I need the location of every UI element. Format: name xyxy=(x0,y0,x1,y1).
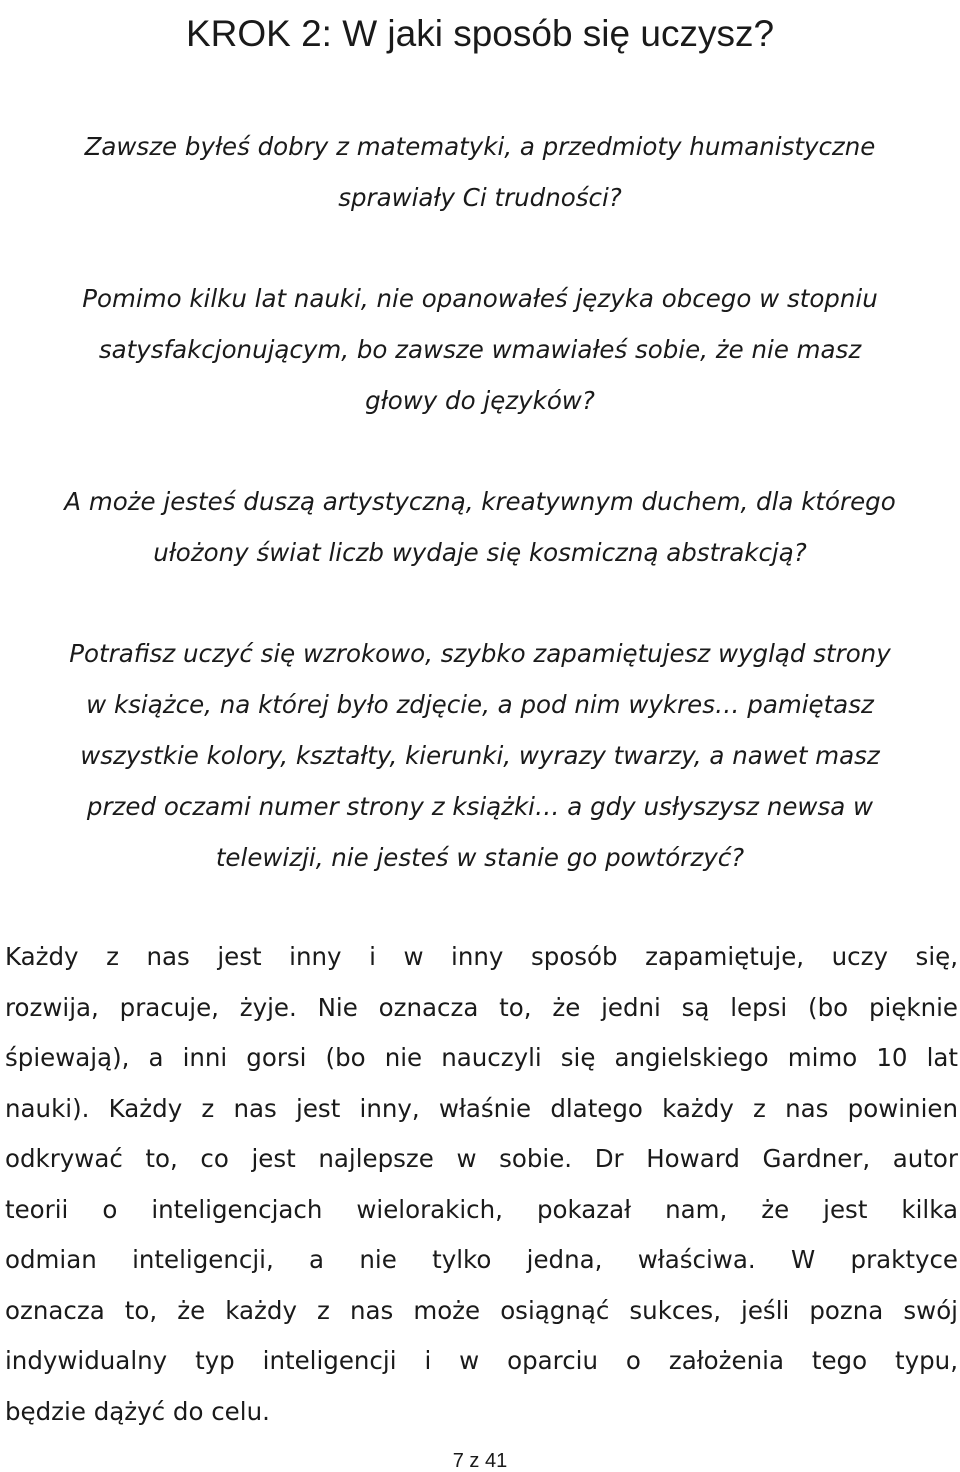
text-line: telewizji, nie jesteś w stanie go powtórzyć? xyxy=(215,843,745,872)
text-line: teorii o inteligencjach wielorakich, pokazał nam, że jest kilka xyxy=(5,1194,958,1224)
text-line: oznacza to, że każdy z nas może osiągnąć sukces, jeśli pozna swój xyxy=(5,1295,958,1325)
text-line: w książce, na której było zdjęcie, a pod nim wykres… pamiętasz xyxy=(86,690,874,719)
text-line: śpiewają), a inni gorsi (bo nie nauczyli się angielskiego mimo 10 lat xyxy=(5,1043,958,1072)
text-line: satysfakcjonującym, bo zawsze wmawiałeś sobie, że nie masz xyxy=(98,335,862,364)
page-heading: KROK 2: W jaki sposób się uczysz? xyxy=(185,13,775,54)
text-line: sprawiały Ci trudności? xyxy=(338,183,622,212)
body-paragraph xyxy=(5,932,958,1437)
question-paragraph xyxy=(0,476,960,578)
text-line: będzie dążyć do celu. xyxy=(5,1396,270,1426)
text-line: Pomimo kilku lat nauki, nie opanowałeś języka obcego w stopniu xyxy=(82,284,878,313)
question-paragraph xyxy=(0,121,960,223)
text-line: wszystkie kolory, kształty, kierunki, wyrazy twarzy, a nawet masz xyxy=(80,741,880,770)
text-line: nauki). Każdy z nas jest inny, właśnie dlatego każdy z nas powinien xyxy=(5,1093,958,1123)
text-line: Każdy z nas jest inny i w inny sposób zapamiętuje, uczy się, xyxy=(5,942,958,971)
text-line: głowy do języków? xyxy=(365,386,595,415)
page-number: 7 z 41 xyxy=(452,1450,508,1472)
text-line: odmian inteligencji, a nie tylko jedna, właściwa. W praktyce xyxy=(5,1245,958,1274)
text-line: odkrywać to, co jest najlepsze w sobie. Dr Howard Gardner, autor xyxy=(5,1144,958,1173)
text-line: A może jesteś duszą artystyczną, kreatywnym duchem, dla którego xyxy=(64,487,896,516)
question-paragraph xyxy=(0,273,960,426)
text-line: rozwija, pracuje, żyje. Nie oznacza to, że jedni są lepsi (bo pięknie xyxy=(5,992,958,1022)
text-line: ułożony świat liczb wydaje się kosmiczną abstrakcją? xyxy=(153,538,807,567)
question-paragraph xyxy=(0,628,960,883)
text-line: Zawsze byłeś dobry z matematyki, a przedmioty humanistyczne xyxy=(84,132,876,161)
text-line: Potrafisz uczyć się wzrokowo, szybko zapamiętujesz wygląd strony xyxy=(69,639,891,668)
text-line: indywidualny typ inteligencji i w oparciu o założenia tego typu, xyxy=(5,1346,958,1375)
text-line: przed oczami numer strony z książki… a gdy usłyszysz newsa w xyxy=(86,792,874,821)
